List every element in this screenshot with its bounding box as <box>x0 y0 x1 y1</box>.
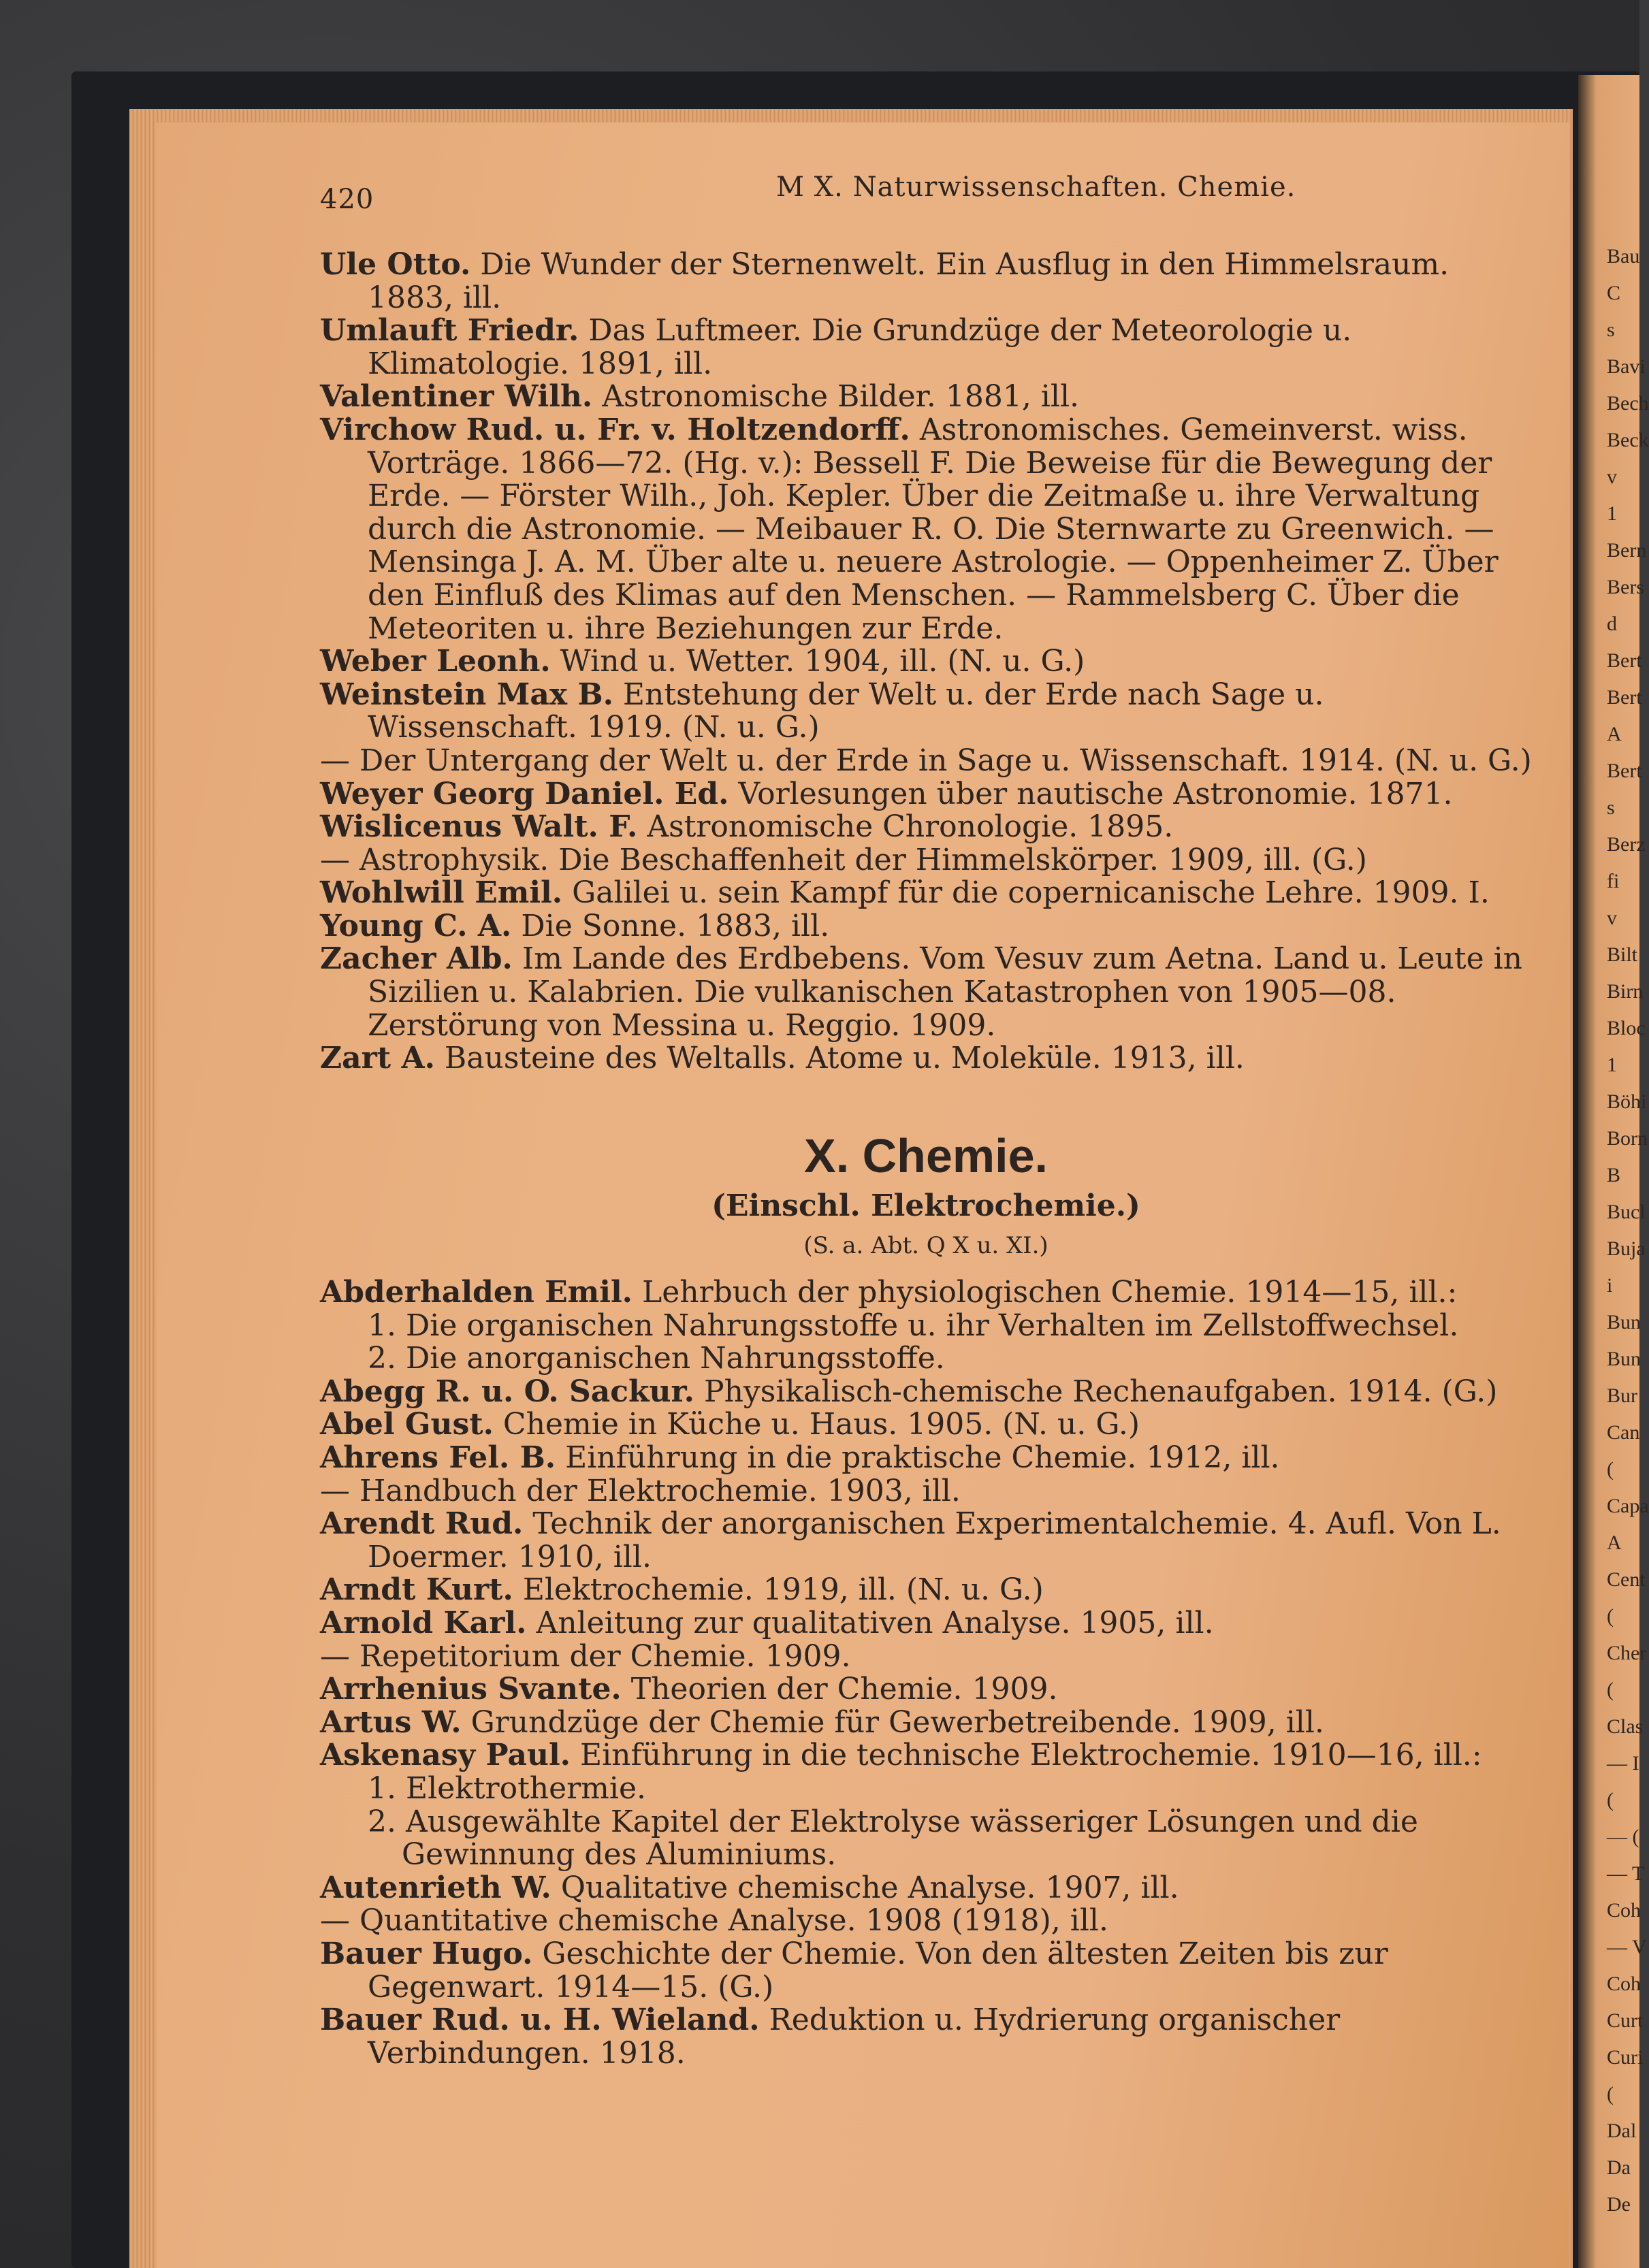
entry-text: Astronomische Chronologie. 1895. <box>647 809 1174 845</box>
facing-page-fragment: s <box>1607 319 1615 341</box>
entry-text: Vorlesungen über nautische Astronomie. 1871. <box>738 776 1453 811</box>
facing-page-fragment: Bun <box>1607 1311 1642 1333</box>
entry-author: Weinstein Max B. <box>320 677 613 712</box>
bibliography-entry <box>320 910 1532 943</box>
bibliography-entry <box>320 645 1532 679</box>
entry-text: Einführung in die technische Elektrochemie. 1910—16, ill.: <box>579 1738 1482 1773</box>
facing-page-fragment: Clas <box>1607 1715 1644 1738</box>
entry-author: Abderhalden Emil. <box>320 1275 633 1310</box>
entry-author: Valentiner Wilh. <box>320 379 593 415</box>
facing-page-fragment: B <box>1607 1164 1621 1186</box>
entry-text: Chemie in Küche u. Haus. 1905. (N. u. G.) <box>502 1407 1140 1442</box>
entry-text: Galilei u. sein Kampf für die copernicanische Lehre. 1909. I. <box>572 875 1490 911</box>
entry-text: Das Luftmeer. Die Grundzüge der Meteorologie u. Klimatologie. 1891, ill. <box>368 313 1352 381</box>
entry-author: Arendt Rud. <box>320 1506 524 1542</box>
bibliography-entry <box>320 1607 1532 1640</box>
entry-author: Weber Leonh. <box>320 644 551 679</box>
entry-author: Ahrens Fel. B. <box>320 1440 556 1475</box>
bibliography-entry <box>320 1905 1532 1938</box>
bibliography-entry <box>320 380 1532 414</box>
entry-subitem: 1. Elektrothermie. <box>368 1770 646 1806</box>
facing-page-fragment: Bavi <box>1607 355 1646 378</box>
bibliography-entry <box>320 1938 1532 2004</box>
bibliography-entry <box>320 745 1532 778</box>
facing-page-fragment: ( <box>1607 1679 1614 1701</box>
bibliography-entry <box>320 1706 1532 1740</box>
entry-author: Artus W. <box>320 1704 462 1740</box>
entry-author: Young C. A. <box>320 908 512 943</box>
facing-page-fragment: i <box>1607 1274 1613 1297</box>
facing-page-fragment: s <box>1607 796 1615 819</box>
facing-page-fragment: Cher <box>1607 1642 1647 1664</box>
facing-page-fragment: Born <box>1607 1127 1648 1150</box>
facing-page-fragment: 1 <box>1607 1054 1617 1076</box>
facing-page-fragment: A <box>1607 723 1622 745</box>
chemistry-entries <box>320 1276 1532 2070</box>
entry-author: Zart A. <box>320 1041 435 1076</box>
entry-text: Die Sonne. 1883, ill. <box>521 908 830 943</box>
section-title: X. Chemie. <box>804 1129 1048 1182</box>
facing-page-fragment: Berz <box>1607 833 1646 856</box>
facing-page-fragment: Coh <box>1607 1973 1642 1995</box>
facing-page-fragment: ( <box>1607 1605 1614 1627</box>
bibliography-entry <box>320 1872 1532 1905</box>
facing-page-fragment: Capa <box>1607 1495 1649 1517</box>
bibliography-entry <box>320 1442 1532 1475</box>
entry-author: Weyer Georg Daniel. Ed. <box>320 776 729 811</box>
facing-page-fragment: Bilt <box>1607 943 1638 966</box>
facing-page-fragment: 1 <box>1607 502 1617 525</box>
entry-sublist <box>320 1772 1532 1872</box>
entry-text: — Astrophysik. Die Beschaffenheit der Himmelskörper. 1909, ill. (G.) <box>320 842 1367 877</box>
bibliography-entry <box>320 1640 1532 1674</box>
facing-page-fragment: Bloc <box>1607 1017 1646 1039</box>
facing-page-fragment: Bur <box>1607 1384 1637 1407</box>
facing-page-fragment: Coh <box>1607 1899 1642 1922</box>
bibliography-entry <box>320 1739 1532 1772</box>
entry-author: Arndt Kurt. <box>320 1572 513 1608</box>
entry-text: — Quantitative chemische Analyse. 1908 (1918), ill. <box>320 1903 1108 1939</box>
entry-subitem: 2. Ausgewählte Kapitel der Elektrolyse wässeriger Lösungen und die Gewinnung des Aluminiums. <box>368 1804 1418 1873</box>
entry-text: Theorien der Chemie. 1909. <box>630 1672 1058 1707</box>
entry-text: Geschichte der Chemie. Von den ältesten Zeiten bis zur Gegenwart. 1914—15. (G.) <box>368 1936 1388 2005</box>
facing-page-fragment: Beck <box>1607 429 1649 451</box>
facing-page-fragment: Bun <box>1607 1348 1642 1370</box>
facing-page-fragment: — I <box>1607 1752 1639 1775</box>
facing-page-fragment: De <box>1607 2193 1631 2216</box>
facing-page-fragment: Bech <box>1607 392 1649 415</box>
entry-author: Umlauft Friedr. <box>320 313 579 349</box>
bibliography-entry <box>320 1042 1532 1075</box>
facing-page-fragment: — ( <box>1607 1826 1639 1848</box>
entry-author: Zacher Alb. <box>320 941 513 977</box>
entry-author: Askenasy Paul. <box>320 1738 571 1773</box>
bibliography-entry <box>320 1276 1532 1310</box>
facing-page-fragment: C <box>1607 282 1621 304</box>
running-head: M X. Naturwissenschaften. Chemie. <box>776 172 1296 203</box>
facing-page-fragment: ( <box>1607 1458 1614 1480</box>
facing-page-fragment: d <box>1607 613 1617 635</box>
entry-text: Astronomisches. Gemeinverst. wiss. Vorträge. 1866—72. (Hg. v.): Bessell F. Die Beweise für die Bewegung der Erde. — Förster Wilh., Joh. Kepler. Über die Zeitmaße u. ihre Verwaltung durch die Astronomie. — Meibauer R. O. Die Sternwarte zu Greenwich. — Mensinga J. A. M. Über alte u. neuere Astrologie. — Oppenheimer Z. Über den Einfluß des Klimas auf den Menschen. — Rammelsberg C. Über die Meteoriten u. ihre Beziehungen zur Erde. <box>368 412 1499 646</box>
entry-text: — Handbuch der Elektrochemie. 1903, ill. <box>320 1473 961 1508</box>
bibliography-entry <box>320 1376 1532 1409</box>
facing-page-fragment: v <box>1607 907 1617 929</box>
facing-page-fragment: ( <box>1607 2083 1614 2105</box>
entry-author: Wislicenus Walt. F. <box>320 809 638 845</box>
astronomy-entries <box>320 248 1532 1075</box>
facing-page-fragment: Can <box>1607 1421 1640 1444</box>
entry-text: Elektrochemie. 1919, ill. (N. u. G.) <box>522 1572 1044 1608</box>
bibliography-entry <box>320 2004 1532 2070</box>
entry-text: Einführung in die praktische Chemie. 1912, ill. <box>565 1440 1280 1475</box>
entry-text: Wind u. Wetter. 1904, ill. (N. u. G.) <box>560 644 1085 679</box>
entry-text: Die Wunder der Sternenwelt. Ein Ausflug in den Himmelsraum. 1883, ill. <box>368 247 1450 315</box>
facing-page-fragment: Bers <box>1607 576 1644 598</box>
entry-text: Physikalisch-chemische Rechenaufgaben. 1914. (G.) <box>703 1374 1498 1409</box>
entry-text: Anleitung zur qualitativen Analyse. 1905, ill. <box>536 1605 1214 1640</box>
section-subtitle: (Einschl. Elektrochemie.) <box>711 1188 1140 1223</box>
facing-page-fragment: ( <box>1607 1789 1614 1811</box>
entry-author: Wohlwill Emil. <box>320 875 563 911</box>
entry-text: Grundzüge der Chemie für Gewerbetreibende. 1909, ill. <box>470 1704 1324 1740</box>
bibliography-entry <box>320 1574 1532 1607</box>
bibliography <box>320 248 1532 2070</box>
entry-author: Bauer Rud. u. H. Wieland. <box>320 2003 760 2038</box>
facing-page-fragment: Curt <box>1607 2009 1644 2032</box>
facing-page-fragment: — T <box>1607 1862 1645 1885</box>
entry-author: Ule Otto. <box>320 247 471 282</box>
bibliography-entry <box>320 1475 1532 1508</box>
facing-page-fragment: Böhi <box>1607 1090 1647 1113</box>
entry-text: Lehrbuch der physiologischen Chemie. 1914—15, ill.: <box>641 1275 1458 1310</box>
facing-page-fragment: Da <box>1607 2156 1631 2179</box>
page-header <box>320 172 1488 225</box>
facing-page-fragment: fi <box>1607 870 1620 892</box>
bibliography-entry <box>320 414 1532 645</box>
facing-page-fragment: Buja <box>1607 1237 1646 1260</box>
facing-page-fragment: Bert <box>1607 760 1642 782</box>
facing-page-fragment: Bert <box>1607 649 1642 672</box>
section-reference: (S. a. Abt. Q X u. XI.) <box>803 1232 1048 1260</box>
bibliography-entry <box>320 877 1532 910</box>
facing-page-fragment: Bern <box>1607 539 1647 562</box>
entry-text: Qualitative chemische Analyse. 1907, ill. <box>560 1870 1179 1905</box>
page-number: 420 <box>320 184 374 215</box>
facing-page-fragment: Dal <box>1607 2120 1637 2142</box>
entry-subitem: 2. Die anorganischen Nahrungsstoffe. <box>368 1341 945 1376</box>
facing-page-fragment: Bau <box>1607 245 1640 268</box>
entry-text: — Repetitorium der Chemie. 1909. <box>320 1638 851 1674</box>
facing-page-fragment: Bucl <box>1607 1201 1646 1223</box>
bibliography-entry <box>320 314 1532 380</box>
book-page <box>157 123 1569 2268</box>
bibliography-entry <box>320 844 1532 877</box>
entry-text: — Der Untergang der Welt u. der Erde in Sage u. Wissenschaft. 1914. (N. u. G.) <box>320 743 1532 778</box>
facing-page-fragment: v <box>1607 466 1617 488</box>
entry-author: Arrhenius Svante. <box>320 1672 622 1707</box>
entry-sublist <box>320 1310 1532 1376</box>
entry-author: Abel Gust. <box>320 1407 494 1442</box>
facing-page-fragment: A <box>1607 1532 1622 1554</box>
entry-subitem: 1. Die organischen Nahrungsstoffe u. ihr Verhalten im Zellstoffwechsel. <box>368 1308 1459 1343</box>
entry-author: Abegg R. u. O. Sackur. <box>320 1374 694 1409</box>
bibliography-entry <box>320 1408 1532 1442</box>
entry-author: Autenrieth W. <box>320 1870 551 1905</box>
entry-text: Technik der anorganischen Experimentalchemie. 4. Aufl. Von L. Doermer. 1910, ill. <box>368 1506 1501 1574</box>
bibliography-entry <box>320 943 1532 1042</box>
entry-text: Astronomische Bilder. 1881, ill. <box>602 379 1079 415</box>
entry-author: Virchow Rud. u. Fr. v. Holtzendorff. <box>320 412 910 447</box>
facing-page-fragment: Curi <box>1607 2046 1644 2069</box>
entry-text: Im Lande des Erdbebens. Vom Vesuv zum Aetna. Land u. Leute in Sizilien u. Kalabrien. Die vulkanischen Katastrophen von 1905—08. Zerstörung von Messina u. Reggio. 1909. <box>368 941 1523 1043</box>
entry-text: Reduktion u. Hydrierung organischer Verbindungen. 1918. <box>368 2003 1341 2071</box>
entry-author: Arnold Karl. <box>320 1605 527 1640</box>
bibliography-entry <box>320 679 1532 745</box>
entry-text: Bausteine des Weltalls. Atome u. Moleküle. 1913, ill. <box>444 1041 1245 1076</box>
facing-page-fragment: Bert <box>1607 686 1642 709</box>
bibliography-entry <box>320 811 1532 844</box>
facing-page-fragment: Cent <box>1607 1568 1646 1591</box>
facing-page-fragment: — V <box>1607 1936 1647 1958</box>
bibliography-entry <box>320 1673 1532 1706</box>
entry-author: Bauer Hugo. <box>320 1936 533 1971</box>
facing-page-fragment: Birn <box>1607 980 1644 1003</box>
bibliography-entry <box>320 1508 1532 1574</box>
bibliography-entry <box>320 248 1532 314</box>
entry-text: Entstehung der Welt u. der Erde nach Sage u. Wissenschaft. 1919. (N. u. G.) <box>368 677 1324 745</box>
bibliography-entry <box>320 778 1532 811</box>
facing-page <box>1578 75 1649 2268</box>
